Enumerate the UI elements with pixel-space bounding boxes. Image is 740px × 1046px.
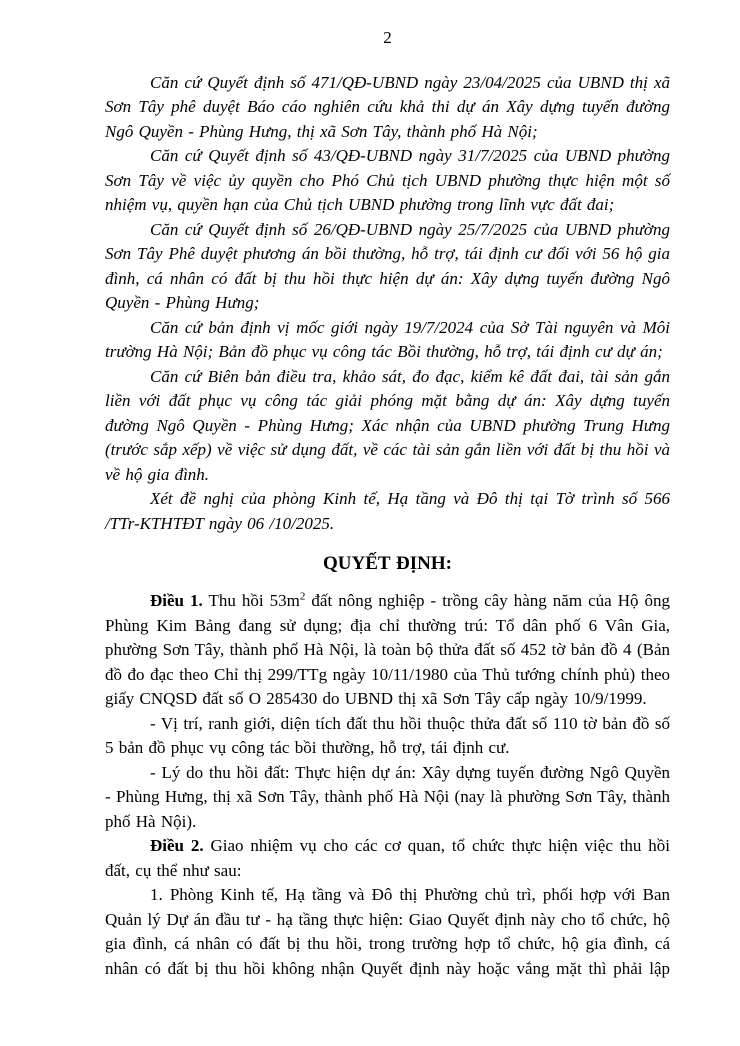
article-2-item-1-paragraph: 1. Phòng Kinh tế, Hạ tầng và Đô thị Phường chủ trì, phối hợp với Ban Quản lý Dự án đầu tư - hạ tầng thực hiện: Giao Quyết định này cho tổ chức, hộ gia đình, cá nhân có đất bị thu hồi, trong trường hợp tổ chức, hộ gia đình, cá nhân có đất bị thu hồi không nhận Quyết định này hoặc vắng mặt thì phải lập xyxy=(105,885,670,978)
location-bullet-paragraph: - Vị trí, ranh giới, diện tích đất thu hồi thuộc thửa đất số 110 tờ bản đồ số 5 bản đồ phục vụ công tác bồi thường, hỗ trợ, tái định cư. xyxy=(105,713,670,757)
article-1-text-after-superscript: đất nông nghiệp - trồng cây hàng năm của Hộ ông Phùng Kim Bảng đang sử dụng; địa chỉ thường trú: Tổ dân phố 6 Vân Gia, phường Sơn Tây, thành phố Hà Nội, là toàn bộ thửa đất số 452 tờ bản đồ 4 (Bản đồ đo đạc theo Chỉ thị 299/TTg ngày 10/11/1980 của Thủ tướng chính phủ) theo giấy CNQSD đất số O 285430 do UBND thị xã Sơn Tây cấp ngày 10/9/1999. xyxy=(105,591,671,708)
citation-paragraph-3: Căn cứ Quyết định số 26/QĐ-UBND ngày 25/7/2025 của UBND phường Sơn Tây Phê duyệt phương án bồi thường, hỗ trợ, tái định cư đối với 56 hộ gia đình, cá nhân có đất bị thu hồi thực hiện dự án: Xây dựng tuyến đường Ngô Quyền - Phùng Hưng; xyxy=(105,219,670,312)
article-1-paragraph xyxy=(105,589,670,712)
article-2-paragraph xyxy=(105,834,670,883)
citation-paragraph-2: Căn cứ Quyết định số 43/QĐ-UBND ngày 31/7/2025 của UBND phường Sơn Tây về việc ủy quyền cho Phó Chủ tịch UBND phường thực hiện một số nhiệm vụ, quyền hạn của Chủ tịch UBND phường trong lĩnh vực đất đai; xyxy=(105,146,670,214)
decision-heading: QUYẾT ĐỊNH: xyxy=(323,553,452,574)
article-2-text: Giao nhiệm vụ cho các cơ quan, tổ chức thực hiện việc thu hồi đất, cụ thể như sau: xyxy=(105,836,670,880)
proposal-paragraph: Xét đề nghị của phòng Kinh tế, Hạ tầng và Đô thị tại Tờ trình số 566 /TTr-KTHTĐT ngày 06 /10/2025. xyxy=(105,489,670,533)
article-2-label: Điều 2. xyxy=(150,836,204,855)
citation-paragraph-4: Căn cứ bản định vị mốc giới ngày 19/7/2024 của Sở Tài nguyên và Môi trường Hà Nội; Bản đồ phục vụ công tác Bồi thường, hỗ trợ, tái định cư dự án; xyxy=(105,317,670,361)
article-1-label: Điều 1. xyxy=(150,591,203,610)
square-meter-superscript: 2 xyxy=(299,590,306,603)
page-number: 2 xyxy=(383,28,392,47)
citation-paragraph-5: Căn cứ Biên bản điều tra, khảo sát, đo đạc, kiểm kê đất đai, tài sản gắn liền với đất phục vụ công tác giải phóng mặt bằng dự án: Xây dựng tuyến đường Ngô Quyền - Phùng Hưng; Xác nhận của UBND phường Trung Hưng (trước sắp xếp) về việc sử dụng đất, về các tài sản gắn liền với đất bị thu hồi và về hộ gia đình. xyxy=(105,366,670,484)
article-1-text-before-superscript: Thu hồi 53m xyxy=(202,591,300,610)
citation-paragraph-1: Căn cứ Quyết định số 471/QĐ-UBND ngày 23/04/2025 của UBND thị xã Sơn Tây phê duyệt Báo cáo nghiên cứu khả thi dự án Xây dựng tuyến đường Ngô Quyền - Phùng Hưng, thị xã Sơn Tây, thành phố Hà Nội; xyxy=(105,72,670,141)
reason-bullet-paragraph: - Lý do thu hồi đất: Thực hiện dự án: Xây dựng tuyến đường Ngô Quyền - Phùng Hưng, thị xã Sơn Tây, thành phố Hà Nội (nay là phường Sơn Tây, thành phố Hà Nội). xyxy=(105,762,670,831)
